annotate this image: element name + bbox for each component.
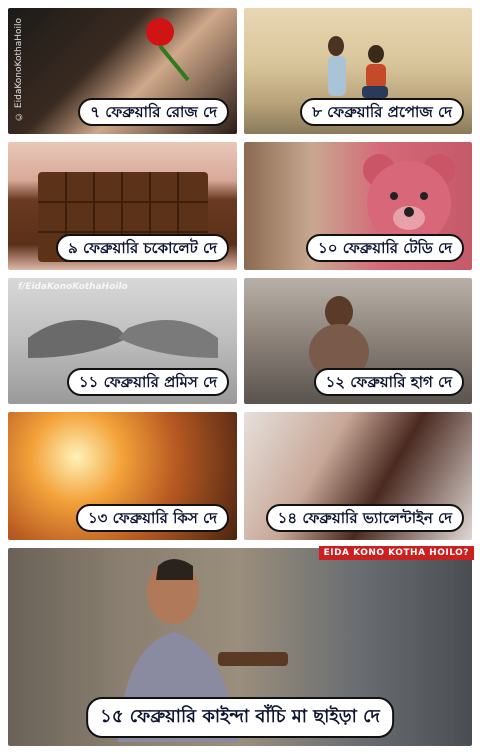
watermark-banner: EIDA KONO KOTHA HOILO?	[319, 546, 474, 560]
tile-promise-day	[8, 278, 237, 404]
caption-kiss-day: ১৩ ফেব্রুয়ারি কিস দে	[76, 504, 229, 532]
tile-hug-day	[244, 278, 472, 404]
caption-valentine-day: ১৪ ফেব্রুয়ারি ভ্যালেন্টাইন দে	[266, 504, 464, 532]
tile-rose-day	[8, 8, 237, 134]
caption-teddy-day: ১০ ফেব্রুয়ারি টেডি দে	[306, 234, 464, 262]
tile-teddy-day	[244, 142, 472, 270]
caption-hug-day: ১২ ফেব্রুয়ারি হাগ দে	[314, 368, 464, 396]
tile-propose-day	[244, 8, 472, 134]
caption-rose-day: ৭ ফেব্রুয়ারি রোজ দে	[78, 98, 229, 126]
pinky-promise-icon	[28, 298, 218, 368]
tile-kiss-day	[8, 412, 237, 540]
tile-final	[8, 548, 472, 746]
tile-valentine-day	[244, 412, 472, 540]
watermark-middle: f/EidaKonoKothaHoilo	[18, 282, 128, 292]
tile-chocolate-day	[8, 142, 237, 270]
caption-chocolate-day: ৯ ফেব্রুয়ারি চকোলেট দে	[56, 234, 229, 262]
caption-final: ১৫ ফেব্রুয়ারি কাইন্দা বাঁচি মা ছাইড়া দে	[86, 697, 394, 738]
watermark-vertical: © EidaKonoKothaHoilo	[14, 18, 24, 121]
couple-silhouette-icon	[314, 28, 404, 108]
caption-promise-day: ১১ ফেব্রুয়ারি প্রমিস দে	[67, 368, 229, 396]
rose-icon	[138, 12, 198, 82]
caption-propose-day: ৮ ফেব্রুয়ারি প্রপোজ দে	[300, 98, 464, 126]
